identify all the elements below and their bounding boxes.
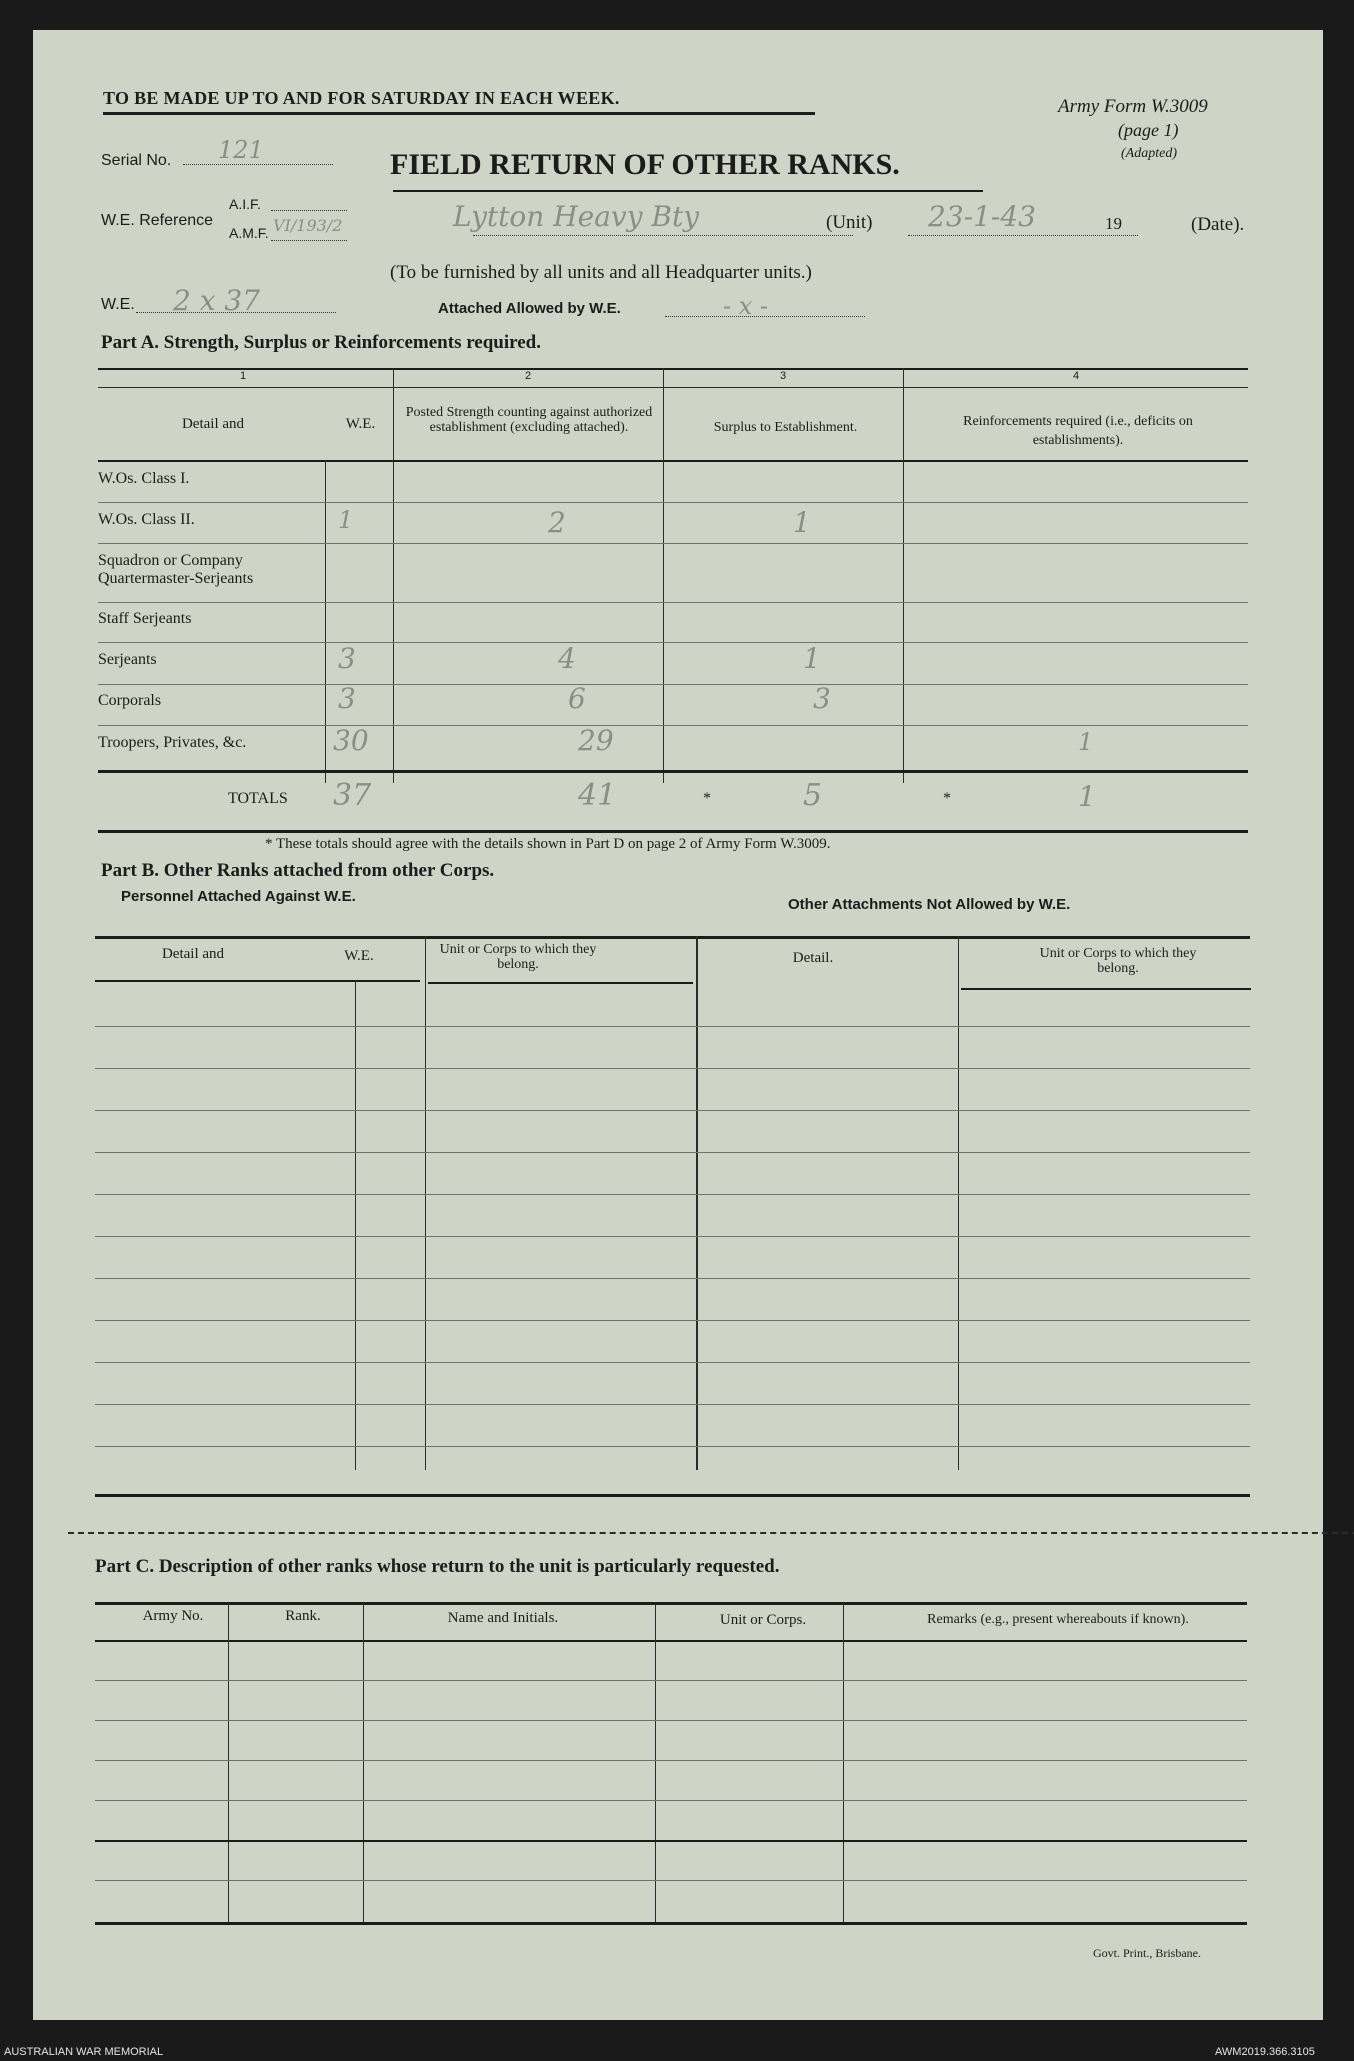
cell-posted: 29 (578, 724, 614, 757)
row-rule (95, 1110, 1250, 1111)
adapted-label: (Adapted) (1121, 146, 1177, 161)
part-c-header-army-no: Army No. (142, 1608, 204, 1624)
part-b-header-rule-left (95, 980, 420, 982)
printer-imprint: Govt. Print., Brisbane. (1093, 1946, 1201, 1960)
unit-value: Lytton Heavy Bty (453, 200, 700, 233)
part-b-header-detail2: Detail. (792, 950, 834, 966)
header-surplus: Surplus to Establishment. (713, 420, 858, 435)
part-a-we-divider (325, 460, 326, 783)
part-b-header-rule-mid (428, 982, 693, 984)
serial-line (183, 164, 333, 165)
instruction-text: TO BE MADE UP TO AND FOR SATURDAY IN EACH WEEK. (103, 88, 620, 108)
row-rule (98, 725, 1248, 726)
date-label: (Date). (1191, 214, 1245, 235)
row-rule (95, 1404, 1250, 1405)
part-b-top-rule (95, 936, 1250, 939)
totals-top-rule (98, 770, 1248, 773)
row-label-quartermaster-serjeants: Squadron or Company Quartermaster-Serjeants (98, 552, 254, 587)
part-c-header-name: Name and Initials. (447, 1610, 559, 1626)
title-underline (393, 190, 983, 192)
row-rule (98, 602, 1248, 603)
row-rule (98, 684, 1248, 685)
row-rule (95, 1880, 1247, 1881)
row-rule (95, 1362, 1250, 1363)
row-rule (95, 1840, 1247, 1842)
part-b-header-detail: Detail and (161, 946, 225, 962)
serial-label: Serial No. (101, 152, 172, 169)
row-rule (95, 1278, 1250, 1279)
part-b-header-we: W.E. (344, 948, 374, 964)
row-rule (95, 1680, 1247, 1681)
part-b-bottom-rule (95, 1494, 1250, 1497)
part-a-col-divider-2 (663, 368, 664, 783)
form-sheet (33, 30, 1323, 2020)
we-label: W.E. (101, 296, 135, 313)
header-reinforcements: Reinforcements required (i.e., deficits on establishments). (963, 414, 1193, 448)
part-b-header-rule-right (961, 988, 1251, 990)
unit-label: (Unit) (826, 212, 873, 233)
footer-institution: AUSTRALIAN WAR MEMORIAL (4, 2046, 164, 2058)
perforation-line (68, 1532, 1354, 1534)
part-c-header-rank: Rank. (285, 1608, 321, 1624)
part-b-right-subtitle: Other Attachments Not Allowed by W.E. (788, 896, 1071, 913)
part-c-divider-4 (843, 1602, 844, 1922)
cell-surplus: 3 (813, 682, 831, 715)
row-rule (95, 1152, 1250, 1153)
row-rule (98, 502, 1248, 503)
totals-label: TOTALS (228, 790, 288, 807)
part-a-header-rule (98, 460, 1248, 462)
total-reinforcements-star: * (943, 790, 951, 807)
amf-label: A.M.F. (229, 225, 269, 241)
part-c-top-rule (95, 1602, 1247, 1605)
row-rule (98, 642, 1248, 643)
instruction-underline (103, 112, 815, 115)
row-rule (95, 1760, 1247, 1761)
row-label-staff-serjeants: Staff Serjeants (98, 610, 192, 627)
row-label-serjeants: Serjeants (98, 651, 157, 668)
row-rule (95, 1800, 1247, 1801)
header-detail: Detail and (181, 416, 245, 432)
cell-reinforcements: 1 (1078, 728, 1094, 756)
part-a-col-divider-1 (393, 368, 394, 783)
we-value: 2 x 37 (173, 284, 261, 317)
page-label: (page 1) (1118, 120, 1179, 140)
part-b-we-divider (355, 980, 356, 1470)
total-posted: 41 (578, 778, 617, 813)
footer-accession: AWM2019.366.3105 (1215, 2046, 1315, 2058)
cell-we: 1 (338, 506, 354, 534)
header-we: W.E. (345, 416, 376, 432)
furnished-note: (To be furnished by all units and all Headquarter units.) (390, 262, 812, 283)
row-label-wos-class-2: W.Os. Class II. (98, 511, 195, 528)
part-c-divider-3 (655, 1602, 656, 1922)
row-label-corporals: Corporals (98, 692, 162, 709)
cell-we: 3 (338, 682, 356, 715)
form-id: Army Form W.3009 (1058, 96, 1208, 117)
part-b-divider-1 (425, 936, 426, 1470)
attached-allowed-label: Attached Allowed by W.E. (438, 300, 621, 317)
header-posted-strength: Posted Strength counting against authorized establishment (excluding attached). (405, 405, 653, 435)
total-reinforcements: 1 (1078, 780, 1096, 813)
total-we: 37 (333, 778, 372, 813)
part-c-header-rule (95, 1640, 1247, 1642)
part-a-title: Part A. Strength, Surplus or Reinforcements required. (101, 332, 541, 353)
totals-bottom-rule (98, 830, 1248, 833)
part-b-divider-3 (958, 936, 959, 1470)
date-line (908, 235, 1138, 236)
part-b-divider-2 (696, 936, 698, 1470)
row-label-wos-class-1: W.Os. Class I. (98, 470, 190, 487)
total-surplus-star: * (703, 790, 711, 807)
row-label-troopers-privates: Troopers, Privates, &c. (98, 734, 247, 751)
cell-surplus: 1 (803, 642, 821, 675)
row-rule (95, 1068, 1250, 1069)
date-value: 23-1-43 (928, 200, 1036, 233)
part-c-bottom-rule (95, 1922, 1247, 1925)
col-number-3: 3 (779, 370, 787, 382)
amf-line (271, 240, 347, 241)
part-a-number-rule (98, 387, 1248, 388)
row-rule (95, 1236, 1250, 1237)
row-rule (95, 1194, 1250, 1195)
cell-surplus: 1 (793, 506, 811, 539)
cell-posted: 4 (558, 642, 576, 675)
part-b-header-unit2: Unit or Corps to which they belong. (1039, 946, 1197, 976)
amf-value: VI/193/2 (273, 216, 343, 235)
part-b-left-subtitle: Personnel Attached Against W.E. (121, 888, 356, 905)
cell-posted: 6 (568, 682, 586, 715)
part-a-footnote: * These totals should agree with the details shown in Part D on page 2 of Army Form W.3009. (265, 836, 831, 852)
serial-value: 121 (218, 136, 264, 164)
part-c-header-unit: Unit or Corps. (719, 1612, 807, 1628)
cell-we: 30 (333, 724, 369, 757)
row-rule (95, 1026, 1250, 1027)
form-title: FIELD RETURN OF OTHER RANKS. (390, 148, 900, 181)
col-number-2: 2 (524, 370, 532, 382)
aif-label: A.I.F. (229, 196, 261, 212)
total-surplus: 5 (803, 778, 823, 813)
unit-line (473, 235, 853, 236)
part-a-col-divider-3 (903, 368, 904, 783)
col-number-4: 4 (1072, 370, 1080, 382)
part-c-header-remarks: Remarks (e.g., present whereabouts if known). (927, 1612, 1189, 1627)
attached-allowed-value: - x - (723, 292, 769, 320)
year-prefix: 19 (1105, 214, 1122, 233)
row-rule (95, 1446, 1250, 1447)
part-c-divider-2 (363, 1602, 364, 1922)
aif-line (271, 210, 347, 211)
part-b-header-unit: Unit or Corps to which they belong. (439, 942, 597, 972)
col-number-1: 1 (239, 370, 247, 382)
row-rule (95, 1720, 1247, 1721)
row-rule (95, 1320, 1250, 1321)
row-rule (98, 543, 1248, 544)
part-c-divider-1 (228, 1602, 229, 1922)
cell-we: 3 (338, 642, 356, 675)
part-c-title: Part C. Description of other ranks whose return to the unit is particularly requested. (95, 1556, 780, 1577)
cell-posted: 2 (548, 506, 566, 539)
part-b-title: Part B. Other Ranks attached from other Corps. (101, 860, 495, 881)
we-reference-label: W.E. Reference (101, 212, 214, 229)
